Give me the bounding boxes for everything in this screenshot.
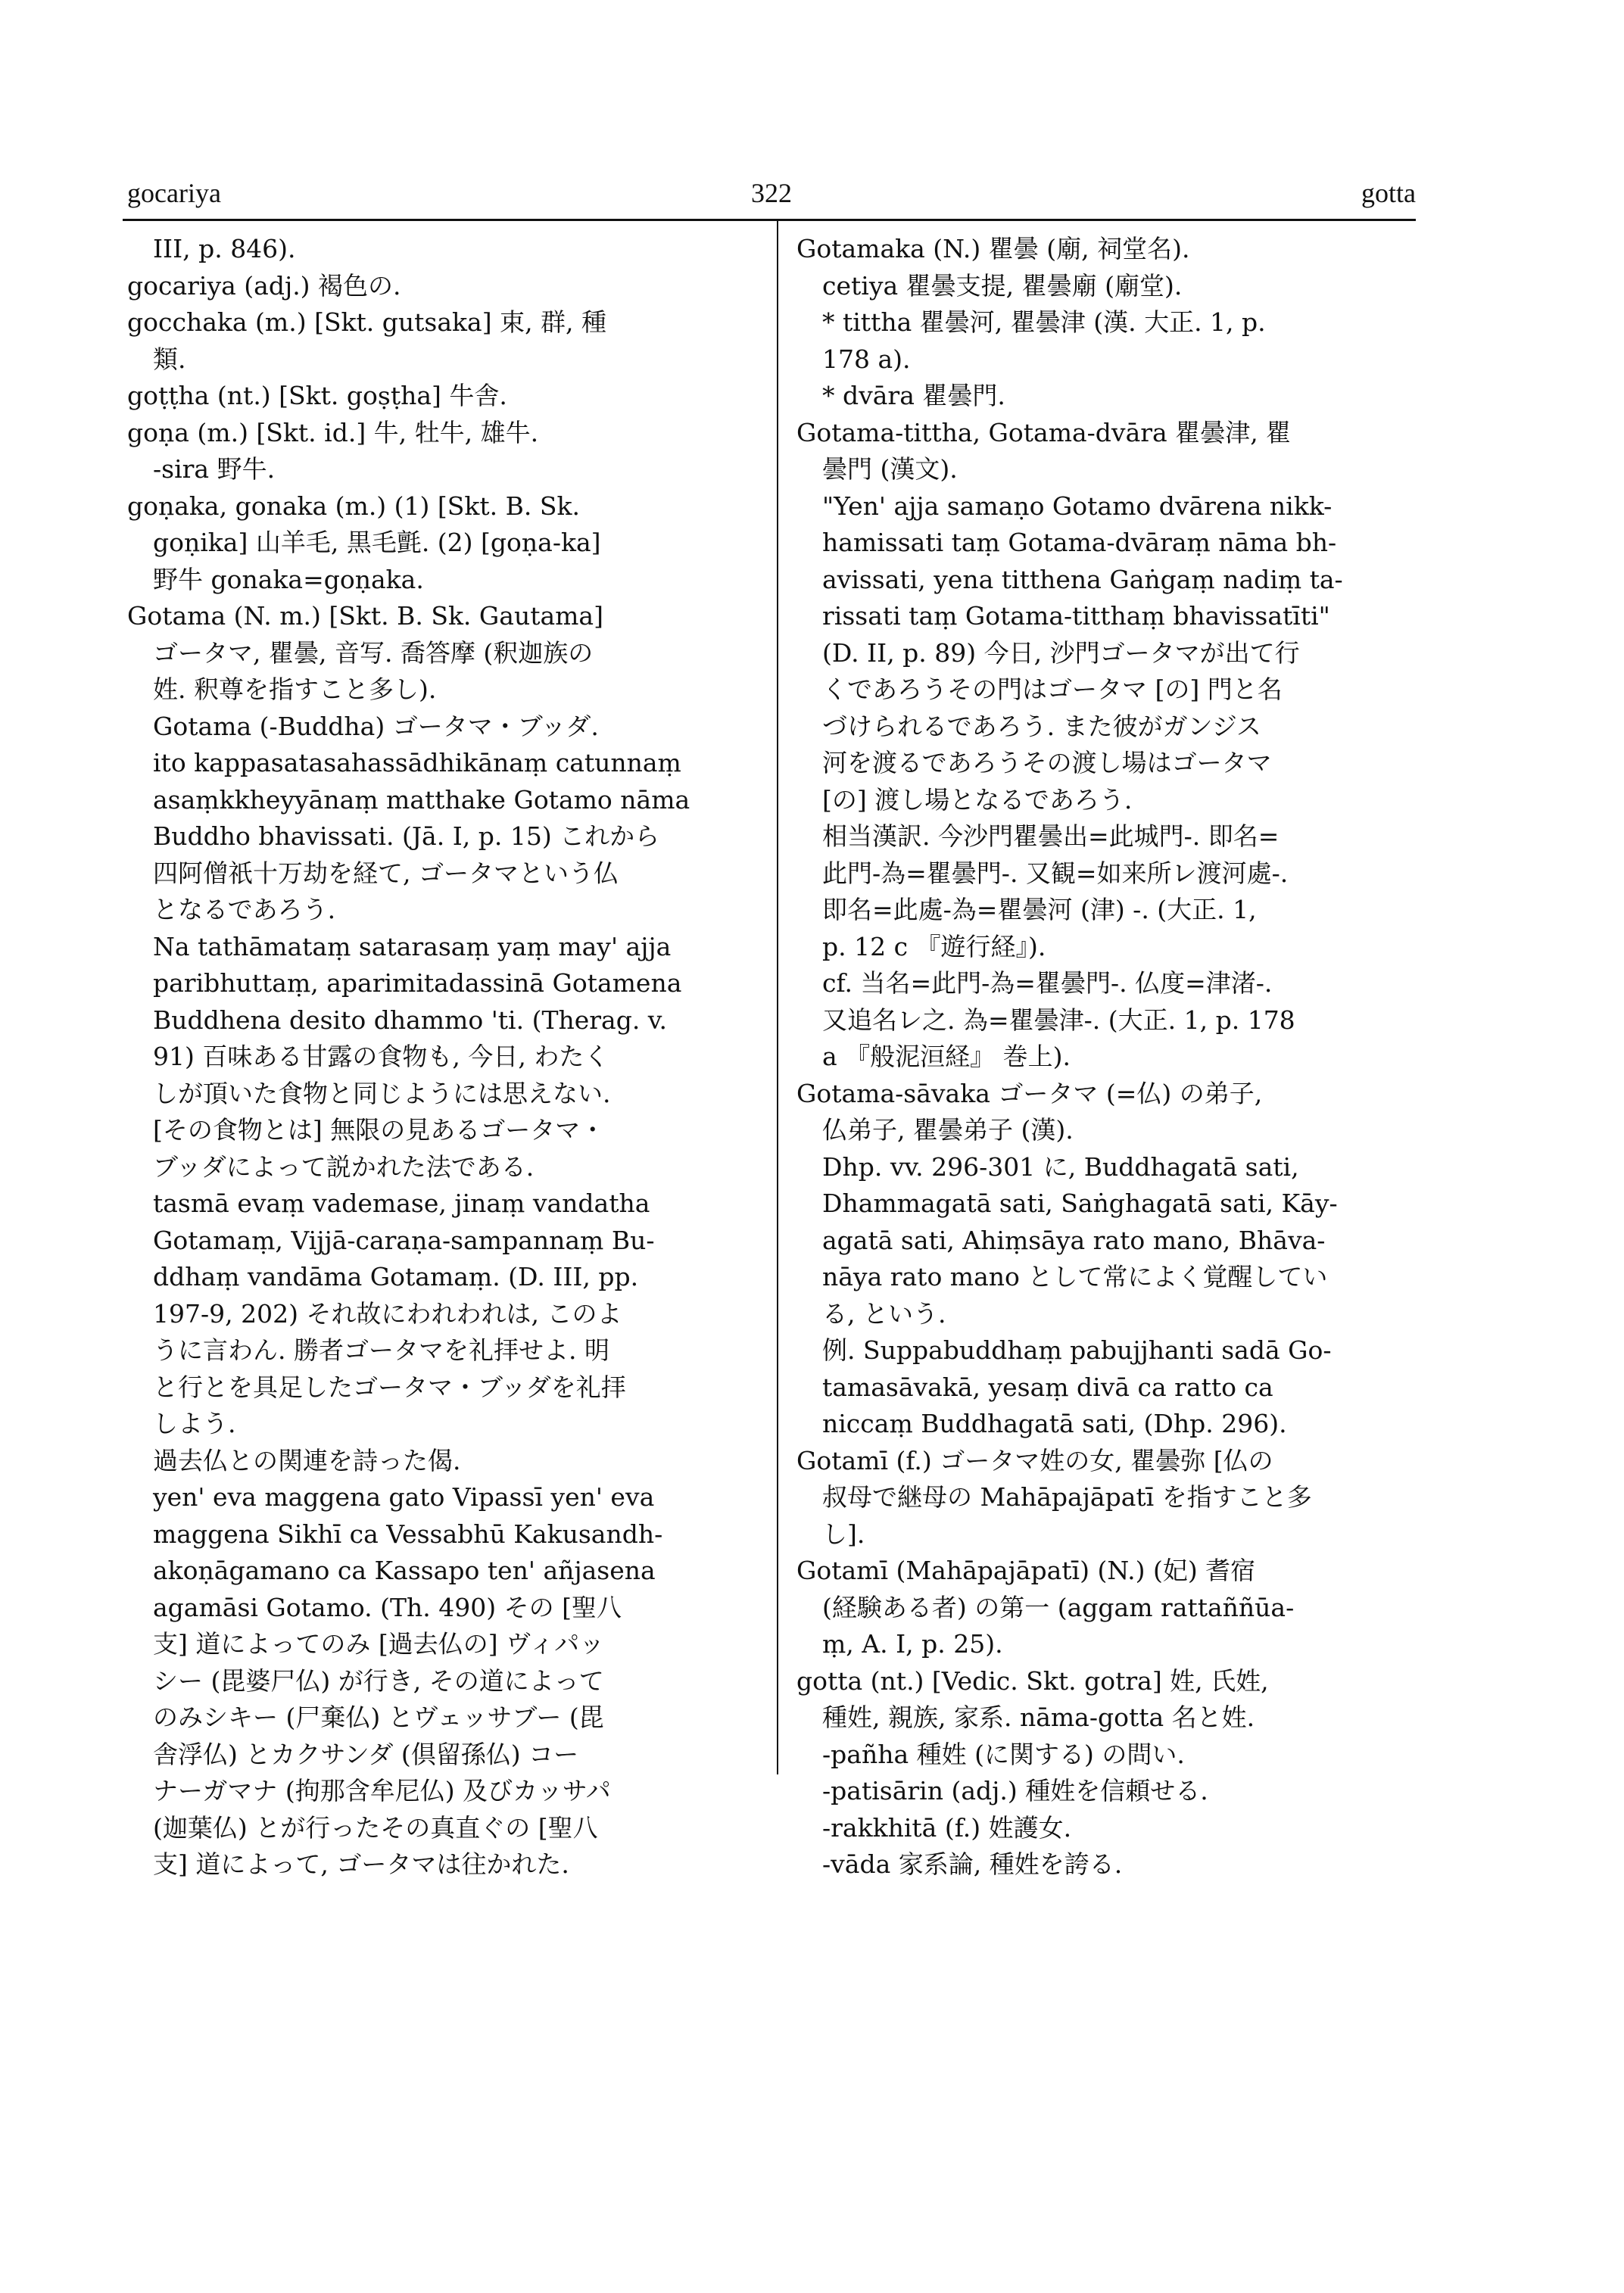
entry-continuation-line: ナーガマナ (拘那含牟尼仏) 及びカッサパ	[153, 1776, 611, 1805]
column-divider	[777, 219, 778, 1774]
entry-headword-line: Gotama-sāvaka ゴータマ (=仏) の弟子,	[796, 1078, 1263, 1108]
entry-headword-line: gocariya (adj.) 褐色の.	[127, 270, 401, 301]
entry-continuation-line: cf. 当名=此門-為=瞿曇門-. 仏度=津渚-.	[822, 968, 1273, 998]
entry-continuation-line: 曇門 (漢文).	[822, 454, 958, 484]
entry-continuation-line: シー (毘婆尸仏) が行き, その道によって	[153, 1665, 604, 1696]
entry-continuation-line: 姓. 釈尊を指すこと多し).	[153, 675, 437, 704]
entry-continuation-line: -pañha 種姓 (に関する) の問い.	[822, 1739, 1185, 1769]
entry-continuation-line: 相当漢訳. 今沙門瞿曇出=此城門-. 即名=	[822, 821, 1280, 851]
entry-headword-line: Gotamī (f.) ゴータマ姓の女, 瞿曇弥 [仏の	[796, 1445, 1273, 1475]
entry-headword-line: Gotamaka (N.) 瞿曇 (廟, 祠堂名).	[796, 234, 1190, 263]
entry-continuation-line: nāya rato mano として常によく覚醒してい	[822, 1262, 1328, 1291]
entry-continuation-line: Dhp. vv. 296-301 に, Buddhagatā sati,	[822, 1151, 1299, 1182]
entry-continuation-line: tasmā evaṃ vademase, jinaṃ vandatha	[153, 1189, 650, 1218]
entry-continuation-line: III, p. 846).	[153, 234, 296, 263]
entry-continuation-line: paribhuttaṃ, aparimitadassinā Gotamena	[153, 968, 682, 998]
entry-continuation-line: 種姓, 親族, 家系. nāma-gotta 名と姓.	[822, 1703, 1255, 1732]
entry-continuation-line: 即名=此處-為=瞿曇河 (津) -. (大正. 1,	[822, 895, 1257, 924]
entry-continuation-line: ゴータマ, 瞿曇, 音写. 喬答摩 (釈迦族の	[153, 637, 594, 668]
entry-continuation-line: ito kappasatasahassādhikānaṃ catunnaṃ	[153, 748, 681, 777]
running-head-right: gotta	[1361, 178, 1416, 208]
entry-headword-line: gotta (nt.) [Vedic. Skt. gotra] 姓, 氏姓,	[796, 1665, 1269, 1696]
entry-continuation-line: 此門-為=瞿曇門-. 又観=如来所レ渡河處-.	[822, 858, 1289, 888]
entry-continuation-line: asaṃkkheyyānaṃ matthake Gotamo nāma	[153, 784, 690, 815]
entry-continuation-line: Gotamaṃ, Vijjā-caraṇa-sampannaṃ Bu-	[153, 1225, 655, 1255]
entry-continuation-line: 例. Suppabuddhaṃ pabujjhanti sadā Go-	[822, 1335, 1332, 1365]
entry-continuation-line: くであろうその門はゴータマ [の] 門と名	[822, 675, 1283, 704]
entry-continuation-line: Gotama (-Buddha) ゴータマ・ブッダ.	[153, 711, 599, 741]
entry-continuation-line: p. 12 c 『遊行経』).	[822, 931, 1046, 961]
entry-headword-line: goṇa (m.) [Skt. id.] 牛, 牡牛, 雄牛.	[127, 417, 539, 447]
entry-continuation-line: る, という.	[822, 1298, 946, 1329]
entry-continuation-line: ddhaṃ vandāma Gotamaṃ. (D. III, pp.	[153, 1262, 639, 1291]
entry-continuation-line: 野牛 gonaka=goṇaka.	[153, 564, 424, 594]
entry-headword-line: goṭṭha (nt.) [Skt. goṣṭha] 牛舎.	[127, 381, 507, 410]
entry-continuation-line: と行とを具足したゴータマ・ブッダを礼拝	[153, 1372, 626, 1402]
entry-headword-line: gocchaka (m.) [Skt. gutsaka] 束, 群, 種	[127, 307, 607, 337]
entry-continuation-line: 仏弟子, 瞿曇弟子 (漢).	[822, 1115, 1074, 1145]
entry-continuation-line: 叔母で継母の Mahāpajāpatī を指すこと多	[822, 1482, 1312, 1512]
entry-continuation-line: (D. II, p. 89) 今日, 沙門ゴータマが出て行	[822, 637, 1300, 668]
entry-headword-line: Gotama-tittha, Gotama-dvāra 瞿曇津, 瞿	[796, 417, 1292, 447]
entry-continuation-line: 91) 百味ある甘露の食物も, 今日, わたく	[153, 1042, 609, 1071]
entry-continuation-line: maggena Sikhī ca Vessabhū Kakusandh-	[153, 1519, 663, 1549]
entry-continuation-line: (経験ある者) の第一 (aggam rattaññūa-	[822, 1592, 1295, 1622]
running-head-left: gocariya	[127, 178, 221, 208]
entry-continuation-line: cetiya 瞿曇支提, 瞿曇廟 (廟堂).	[822, 270, 1183, 301]
entry-continuation-line: niccaṃ Buddhagatā sati, (Dhp. 296).	[822, 1409, 1287, 1438]
entry-continuation-line: -patisārin (adj.) 種姓を信頼せる.	[822, 1776, 1208, 1805]
entry-continuation-line: avissati, yena titthena Gaṅgaṃ nadiṃ ta-	[822, 564, 1343, 594]
entry-continuation-line: ṃ, A. I, p. 25).	[822, 1629, 1003, 1659]
page-header	[127, 177, 1416, 223]
entry-continuation-line: となるであろう.	[153, 895, 336, 924]
entry-continuation-line: うに言わん. 勝者ゴータマを礼拝せよ. 明	[153, 1335, 609, 1365]
entry-continuation-line: 支] 道によって, ゴータマは往かれた.	[153, 1849, 569, 1879]
entry-continuation-line: 197-9, 202) それ故にわれわれは, このよ	[153, 1298, 622, 1329]
entry-continuation-line: Buddho bhavissati. (Jā. I, p. 15) これから	[153, 821, 660, 851]
entry-continuation-line: 又追名レ之. 為=瞿曇津-. (大正. 1, p. 178	[822, 1005, 1295, 1035]
entry-continuation-line: -rakkhitā (f.) 姓護女.	[822, 1812, 1072, 1843]
entry-continuation-line: 四阿僧祇十万劫を経て, ゴータマという仏	[153, 858, 619, 888]
entry-continuation-line: a 『般泥洹経』 巻上).	[822, 1042, 1071, 1071]
entry-continuation-line: 河を渡るであろうその渡し場はゴータマ	[822, 748, 1272, 777]
entry-continuation-line: -vāda 家系論, 種姓を誇る.	[822, 1849, 1123, 1879]
entry-continuation-line: (迦葉仏) とが行ったその真直ぐの [聖八	[153, 1812, 598, 1843]
entry-continuation-line: "Yen' ajja samaṇo Gotamo dvārena nikk-	[822, 491, 1333, 521]
entry-continuation-line: Buddhena desito dhammo 'ti. (Therag. v.	[153, 1005, 668, 1035]
entry-continuation-line: hamissati taṃ Gotama-dvāraṃ nāma bh-	[822, 528, 1337, 557]
entry-continuation-line: [その食物とは] 無限の見あるゴータマ・	[153, 1115, 606, 1145]
entry-continuation-line: のみシキー (尸棄仏) とヴェッサブー (毘	[153, 1703, 604, 1732]
entry-continuation-line: tamasāvakā, yesaṃ divā ca ratto ca	[822, 1372, 1273, 1402]
entry-continuation-line: 舎浮仏) とカクサンダ (倶留孫仏) コー	[153, 1739, 579, 1769]
entry-continuation-line: * dvāra 瞿曇門.	[822, 381, 1005, 410]
entry-continuation-line: しが頂いた食物と同じようには思えない.	[153, 1078, 611, 1108]
right-column	[796, 231, 1416, 1883]
entry-continuation-line: Na tathāmataṃ satarasaṃ yaṃ may' ajja	[153, 931, 672, 961]
entry-continuation-line: しよう.	[153, 1409, 236, 1438]
left-column	[127, 231, 742, 1883]
entry-continuation-line: ブッダによって説かれた法である.	[153, 1151, 535, 1182]
entry-continuation-line: づけられるであろう. また彼がガンジス	[822, 711, 1261, 741]
entry-continuation-line: 支] 道によってのみ [過去仏の] ヴィパッ	[153, 1629, 605, 1659]
page-number: 322	[751, 178, 792, 208]
entry-continuation-line: yen' eva maggena gato Vipassī yen' eva	[153, 1482, 655, 1512]
entry-continuation-line: 178 a).	[822, 344, 911, 374]
entry-continuation-line: agamāsi Gotamo. (Th. 490) その [聖八	[153, 1592, 622, 1622]
entry-continuation-line: agatā sati, Ahiṃsāya rato mano, Bhāva-	[822, 1225, 1326, 1255]
entry-continuation-line: akoṇāgamano ca Kassapo ten' añjasena	[153, 1556, 656, 1585]
entry-headword-line: goṇaka, gonaka (m.) (1) [Skt. B. Sk.	[127, 491, 580, 521]
entry-continuation-line: 過去仏との関連を詩った偈.	[153, 1445, 461, 1475]
entry-continuation-line: し].	[822, 1519, 865, 1549]
entry-headword-line: Gotama (N. m.) [Skt. B. Sk. Gautama]	[127, 601, 603, 631]
entry-continuation-line: Dhammagatā sati, Saṅghagatā sati, Kāy-	[822, 1189, 1338, 1218]
entry-headword-line: Gotamī (Mahāpajāpatī) (N.) (妃) 耆宿	[796, 1556, 1256, 1585]
entry-continuation-line: -sira 野牛.	[153, 454, 276, 484]
entry-continuation-line: * tittha 瞿曇河, 瞿曇津 (漢. 大正. 1, p.	[822, 307, 1266, 337]
entry-continuation-line: rissati taṃ Gotama-titthaṃ bhavissatīti"	[822, 601, 1330, 631]
entry-continuation-line: 類.	[153, 344, 186, 374]
entry-continuation-line: goṇika] 山羊毛, 黒毛氈. (2) [goṇa-ka]	[153, 528, 601, 557]
header-rule	[123, 219, 1416, 221]
entry-continuation-line: [の] 渡し場となるであろう.	[822, 784, 1133, 815]
